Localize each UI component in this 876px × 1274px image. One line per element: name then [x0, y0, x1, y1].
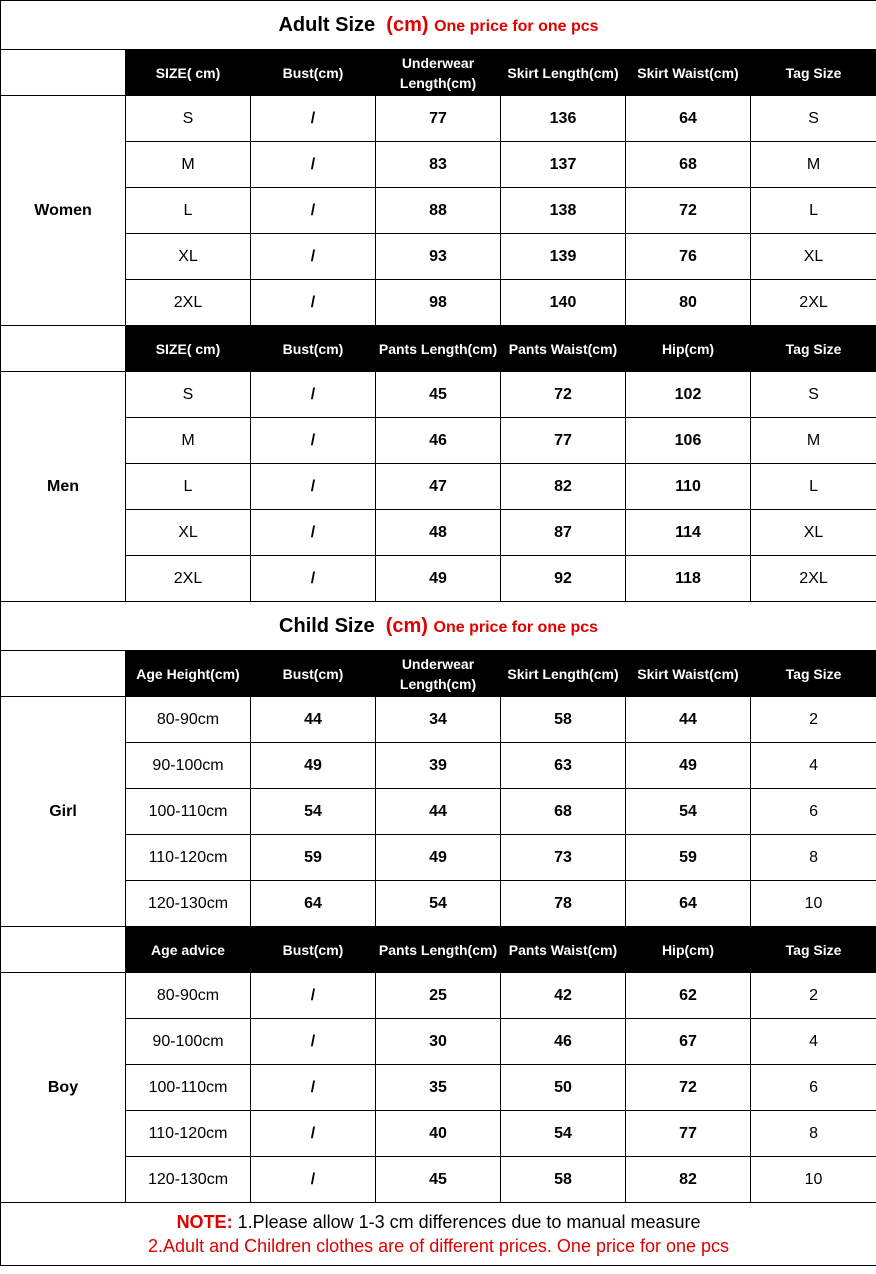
girl-header-2: Underwear Length(cm) [376, 651, 501, 697]
women-cell: 139 [501, 234, 626, 280]
girl-cell: 68 [501, 789, 626, 835]
boy-table-row [1, 1111, 876, 1157]
girl-cell: 110-120cm [126, 835, 251, 881]
boy-cell: 80-90cm [126, 973, 251, 1019]
girl-header-blank [1, 651, 126, 697]
boy-cell: 45 [376, 1157, 501, 1203]
note-cell [1, 1203, 876, 1266]
women-cell: / [251, 96, 376, 142]
girl-table-row [1, 743, 876, 789]
women-cell: XL [751, 234, 876, 280]
girl-cell: 64 [626, 881, 751, 927]
women-table-row [1, 234, 876, 280]
men-table-row [1, 372, 876, 418]
boy-header-1: Bust(cm) [251, 927, 376, 973]
women-cell: 80 [626, 280, 751, 326]
women-cell: M [126, 142, 251, 188]
boy-header-blank [1, 927, 126, 973]
women-cell: / [251, 188, 376, 234]
women-header-1: Bust(cm) [251, 50, 376, 96]
men-cell: 102 [626, 372, 751, 418]
men-header-3: Pants Waist(cm) [501, 326, 626, 372]
girl-header-4: Skirt Waist(cm) [626, 651, 751, 697]
girl-cell: 44 [376, 789, 501, 835]
boy-table-row [1, 1019, 876, 1065]
men-table-row [1, 510, 876, 556]
women-group-label: Women [1, 96, 126, 326]
boy-cell: / [251, 1065, 376, 1111]
women-cell: / [251, 142, 376, 188]
women-cell: S [751, 96, 876, 142]
men-cell: 106 [626, 418, 751, 464]
women-table-row [1, 142, 876, 188]
women-cell: 64 [626, 96, 751, 142]
men-cell: / [251, 510, 376, 556]
girl-cell: 54 [251, 789, 376, 835]
women-cell: 138 [501, 188, 626, 234]
girl-cell: 80-90cm [126, 697, 251, 743]
girl-header-1: Bust(cm) [251, 651, 376, 697]
girl-header-0: Age Height(cm) [126, 651, 251, 697]
boy-cell: 6 [751, 1065, 876, 1111]
women-table-row [1, 188, 876, 234]
men-cell: 2XL [751, 556, 876, 602]
women-cell: 2XL [751, 280, 876, 326]
boy-cell: 30 [376, 1019, 501, 1065]
child-size-title-unit: (cm) [385, 614, 428, 637]
women-header-4: Skirt Waist(cm) [626, 50, 751, 96]
girl-header-5: Tag Size [751, 651, 876, 697]
men-cell: / [251, 372, 376, 418]
boy-cell: 58 [501, 1157, 626, 1203]
men-cell: 48 [376, 510, 501, 556]
men-cell: M [126, 418, 251, 464]
note-line-2: 2.Adult and Children clothes are of different prices. One price for one pcs [148, 1236, 730, 1256]
girl-cell: 100-110cm [126, 789, 251, 835]
girl-table-row [1, 881, 876, 927]
men-cell: S [126, 372, 251, 418]
women-header-5: Tag Size [751, 50, 876, 96]
men-cell: 77 [501, 418, 626, 464]
women-header-0: SIZE( cm) [126, 50, 251, 96]
boy-header-4: Hip(cm) [626, 927, 751, 973]
boy-cell: 42 [501, 973, 626, 1019]
women-cell: 68 [626, 142, 751, 188]
child-size-title-price-note: One price for one pcs [433, 618, 599, 636]
women-cell: 137 [501, 142, 626, 188]
boy-cell: 25 [376, 973, 501, 1019]
boy-header-0: Age advice [126, 927, 251, 973]
girl-header-3: Skirt Length(cm) [501, 651, 626, 697]
women-header-3: Skirt Length(cm) [501, 50, 626, 96]
girl-cell: 8 [751, 835, 876, 881]
boy-cell: / [251, 1111, 376, 1157]
men-cell: 72 [501, 372, 626, 418]
girl-cell: 49 [626, 743, 751, 789]
child-size-title [1, 602, 876, 651]
boy-cell: / [251, 1157, 376, 1203]
girl-cell: 6 [751, 789, 876, 835]
girl-cell: 58 [501, 697, 626, 743]
boy-cell: 120-130cm [126, 1157, 251, 1203]
women-table-row [1, 96, 876, 142]
men-cell: / [251, 464, 376, 510]
women-table-row [1, 280, 876, 326]
boy-cell: 82 [626, 1157, 751, 1203]
girl-cell: 54 [626, 789, 751, 835]
women-cell: / [251, 280, 376, 326]
boy-cell: 8 [751, 1111, 876, 1157]
boy-cell: 100-110cm [126, 1065, 251, 1111]
women-cell: S [126, 96, 251, 142]
women-cell: L [126, 188, 251, 234]
adult-size-title-main: Adult Size [278, 13, 376, 36]
men-cell: 47 [376, 464, 501, 510]
men-cell: 2XL [126, 556, 251, 602]
men-cell: 49 [376, 556, 501, 602]
men-cell: 82 [501, 464, 626, 510]
men-cell: / [251, 556, 376, 602]
men-header-5: Tag Size [751, 326, 876, 372]
girl-cell: 10 [751, 881, 876, 927]
women-cell: 2XL [126, 280, 251, 326]
women-cell: 140 [501, 280, 626, 326]
girl-cell: 73 [501, 835, 626, 881]
boy-header-row [1, 927, 876, 973]
girl-cell: 120-130cm [126, 881, 251, 927]
boy-cell: 2 [751, 973, 876, 1019]
women-cell: 83 [376, 142, 501, 188]
adult-size-title-cell [1, 1, 876, 50]
boy-cell: 46 [501, 1019, 626, 1065]
women-header-blank [1, 50, 126, 96]
men-header-1: Bust(cm) [251, 326, 376, 372]
women-cell: 98 [376, 280, 501, 326]
boy-header-3: Pants Waist(cm) [501, 927, 626, 973]
men-cell: 45 [376, 372, 501, 418]
girl-cell: 44 [626, 697, 751, 743]
child-size-title-cell [1, 602, 876, 651]
boy-cell: 62 [626, 973, 751, 1019]
men-cell: 110 [626, 464, 751, 510]
women-cell: M [751, 142, 876, 188]
boy-cell: 50 [501, 1065, 626, 1111]
boy-cell: 110-120cm [126, 1111, 251, 1157]
boy-header-2: Pants Length(cm) [376, 927, 501, 973]
girl-cell: 59 [251, 835, 376, 881]
girl-cell: 39 [376, 743, 501, 789]
girl-cell: 78 [501, 881, 626, 927]
girl-cell: 34 [376, 697, 501, 743]
girl-cell: 2 [751, 697, 876, 743]
men-table-row [1, 556, 876, 602]
boy-table-row [1, 1065, 876, 1111]
girl-table-row [1, 697, 876, 743]
boy-cell: 67 [626, 1019, 751, 1065]
girl-cell: 63 [501, 743, 626, 789]
boy-cell: 35 [376, 1065, 501, 1111]
boy-table-row [1, 1157, 876, 1203]
men-cell: 87 [501, 510, 626, 556]
boy-cell: 77 [626, 1111, 751, 1157]
girl-cell: 90-100cm [126, 743, 251, 789]
men-header-4: Hip(cm) [626, 326, 751, 372]
girl-cell: 54 [376, 881, 501, 927]
boy-cell: 90-100cm [126, 1019, 251, 1065]
girl-cell: 64 [251, 881, 376, 927]
men-header-0: SIZE( cm) [126, 326, 251, 372]
men-cell: XL [751, 510, 876, 556]
girl-cell: 44 [251, 697, 376, 743]
girl-table-row [1, 835, 876, 881]
boy-cell: / [251, 973, 376, 1019]
men-cell: S [751, 372, 876, 418]
men-header-blank [1, 326, 126, 372]
girl-cell: 49 [251, 743, 376, 789]
men-cell: 114 [626, 510, 751, 556]
men-header-row [1, 326, 876, 372]
women-header-row [1, 50, 876, 96]
women-cell: 72 [626, 188, 751, 234]
men-cell: 92 [501, 556, 626, 602]
boy-table-row [1, 973, 876, 1019]
adult-size-title [1, 1, 876, 50]
boy-cell: 54 [501, 1111, 626, 1157]
women-cell: L [751, 188, 876, 234]
girl-cell: 59 [626, 835, 751, 881]
girl-cell: 49 [376, 835, 501, 881]
men-cell: L [126, 464, 251, 510]
women-cell: 93 [376, 234, 501, 280]
men-cell: L [751, 464, 876, 510]
women-cell: 88 [376, 188, 501, 234]
boy-cell: 40 [376, 1111, 501, 1157]
women-header-2: Underwear Length(cm) [376, 50, 501, 96]
boy-cell: 72 [626, 1065, 751, 1111]
men-table-row [1, 464, 876, 510]
adult-size-title-unit: (cm) [386, 13, 429, 36]
note-text-1: 1.Please allow 1-3 cm differences due to manual measure [232, 1212, 701, 1232]
women-cell: XL [126, 234, 251, 280]
men-cell: M [751, 418, 876, 464]
men-header-2: Pants Length(cm) [376, 326, 501, 372]
women-cell: 136 [501, 96, 626, 142]
women-cell: / [251, 234, 376, 280]
adult-size-title-price-note: One price for one pcs [434, 17, 599, 35]
men-cell: 118 [626, 556, 751, 602]
boy-cell: 4 [751, 1019, 876, 1065]
child-size-title-main: Child Size [279, 614, 375, 637]
girl-cell: 4 [751, 743, 876, 789]
men-table-row [1, 418, 876, 464]
boy-group-label: Boy [1, 973, 126, 1203]
women-cell: 76 [626, 234, 751, 280]
girl-group-label: Girl [1, 697, 126, 927]
men-group-label: Men [1, 372, 126, 602]
men-cell: XL [126, 510, 251, 556]
boy-cell: 10 [751, 1157, 876, 1203]
note-row [1, 1203, 876, 1266]
girl-table-row [1, 789, 876, 835]
note-line-1 [1, 1210, 876, 1234]
note-label: NOTE: [176, 1212, 233, 1232]
girl-header-row [1, 651, 876, 697]
boy-cell: / [251, 1019, 376, 1065]
men-cell: / [251, 418, 376, 464]
boy-header-5: Tag Size [751, 927, 876, 973]
men-cell: 46 [376, 418, 501, 464]
women-cell: 77 [376, 96, 501, 142]
